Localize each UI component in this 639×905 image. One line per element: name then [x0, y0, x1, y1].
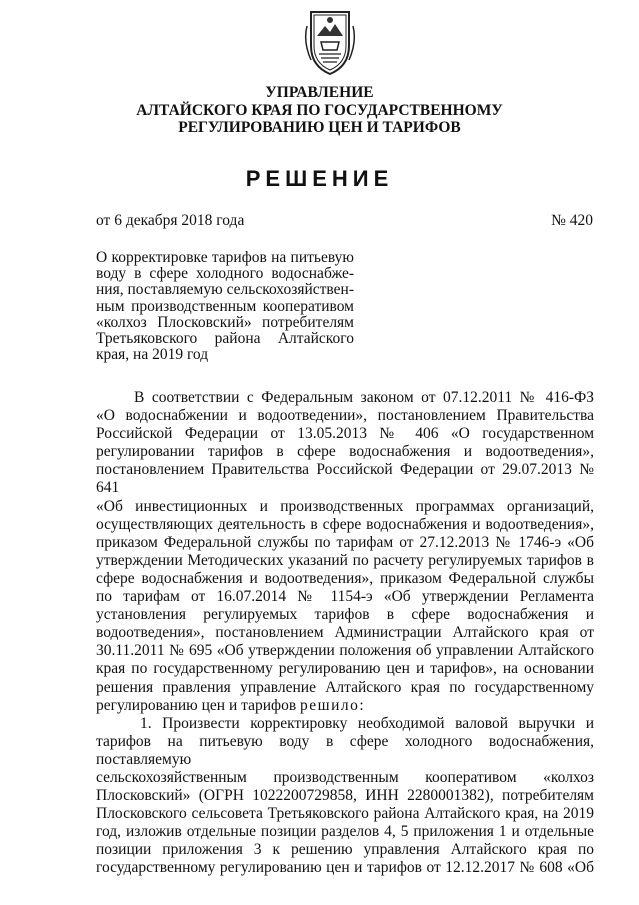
document-date: от 6 декабря 2018 года	[96, 212, 245, 229]
body-line: Плосковский» (ОГРН 1022200729858, ИНН 2280001382), потребителям	[96, 787, 594, 805]
body-line: постановлением Правительства Российской Федерации от 29.07.2013 № 641	[96, 461, 594, 497]
body-line: водоотведения», постановлением Администрации Алтайского края от	[96, 624, 594, 642]
body-line: позиции приложения 3 к решению управления Алтайского края по	[96, 841, 594, 859]
body-line: края по государственному регулированию цен и тарифов», на основании	[96, 660, 594, 678]
subject-line: Третьяковского района Алтайского	[96, 330, 354, 348]
body-line: сельскохозяйственным производственным кооперативом «колхоз	[96, 768, 594, 786]
decision-keyword: решило:	[300, 696, 366, 714]
subject-line: «колхоз Плосковский» потребителям	[96, 313, 354, 331]
body-line: В соответствии с Федеральным законом от 07.12.2011 № 416-ФЗ	[134, 389, 594, 406]
body-line: сфере водоснабжения и водоотведения», приказом Федеральной службы	[96, 569, 594, 587]
header-line-1: УПРАВЛЕНИЕ	[265, 84, 374, 101]
coat-of-arms-emblem	[303, 6, 357, 76]
document-body	[96, 389, 594, 878]
body-line: государственному регулированию цен и тарифов от 12.12.2017 № 608 «Об	[96, 859, 594, 877]
document-title: РЕШЕНИЕ	[245, 166, 394, 191]
header-line-2: АЛТАЙСКОГО КРАЯ ПО ГОСУДАРСТВЕННОМУ	[136, 102, 503, 119]
body-line: «О водоснабжении и водоотведении», постановлением Правительства	[96, 407, 594, 425]
body-text: регулированию цен и тарифов	[96, 696, 297, 714]
body-line: утверждении Методических указаний по расчету регулируемых тарифов в	[96, 551, 594, 569]
subject-line: воду в сфере холодного водоснабже-	[96, 265, 354, 283]
body-line: 1. Произвести корректировку необходимой валовой выручки и	[140, 714, 594, 732]
document-number: № 420	[551, 212, 593, 229]
body-line: «Об инвестиционных и производственных программах организаций,	[96, 497, 594, 515]
body-line: установления регулируемых тарифов в сфере водоснабжения и	[96, 606, 594, 624]
header-line-3: РЕГУЛИРОВАНИЮ ЦЕН И ТАРИФОВ	[178, 119, 461, 136]
body-line: тарифов на питьевую воду в сфере холодного водоснабжения, поставляемую	[96, 732, 594, 768]
subject-line: ния, поставляемую сельскохозяйствен-	[96, 281, 354, 299]
body-line: приказом Федеральной службы по тарифам от 27.12.2013 № 1746-э «Об	[96, 533, 594, 551]
body-line: Плосковского сельсовета Третьяковского района Алтайского края, на 2019	[96, 805, 594, 823]
body-line	[96, 697, 594, 715]
body-line: по тарифам от 16.07.2014 № 1154-э «Об утверждении Регламента	[96, 588, 594, 606]
subject-line: края, на 2019 год	[96, 346, 209, 364]
body-line: год, изложив отдельные позиции разделов 4, 5 приложения 1 и отдельные	[96, 823, 594, 841]
subject-line: ным производственным кооперативом	[96, 297, 354, 315]
body-line: осуществляющих деятельность в сфере водоснабжения и водоотведения»,	[96, 515, 594, 533]
body-line: Российской Федерации от 13.05.2013 № 406 «О государственном	[96, 425, 594, 443]
subject-line: О корректировке тарифов на питьевую	[96, 249, 354, 266]
document-subject	[96, 250, 354, 363]
body-line: 30.11.2011 № 695 «Об утверждении положения об управлении Алтайского	[96, 642, 594, 660]
body-line: решения правления управление Алтайского края по государственному	[96, 678, 594, 696]
body-line: регулировании тарифов в сфере водоснабжения и водоотведения»,	[96, 443, 594, 461]
